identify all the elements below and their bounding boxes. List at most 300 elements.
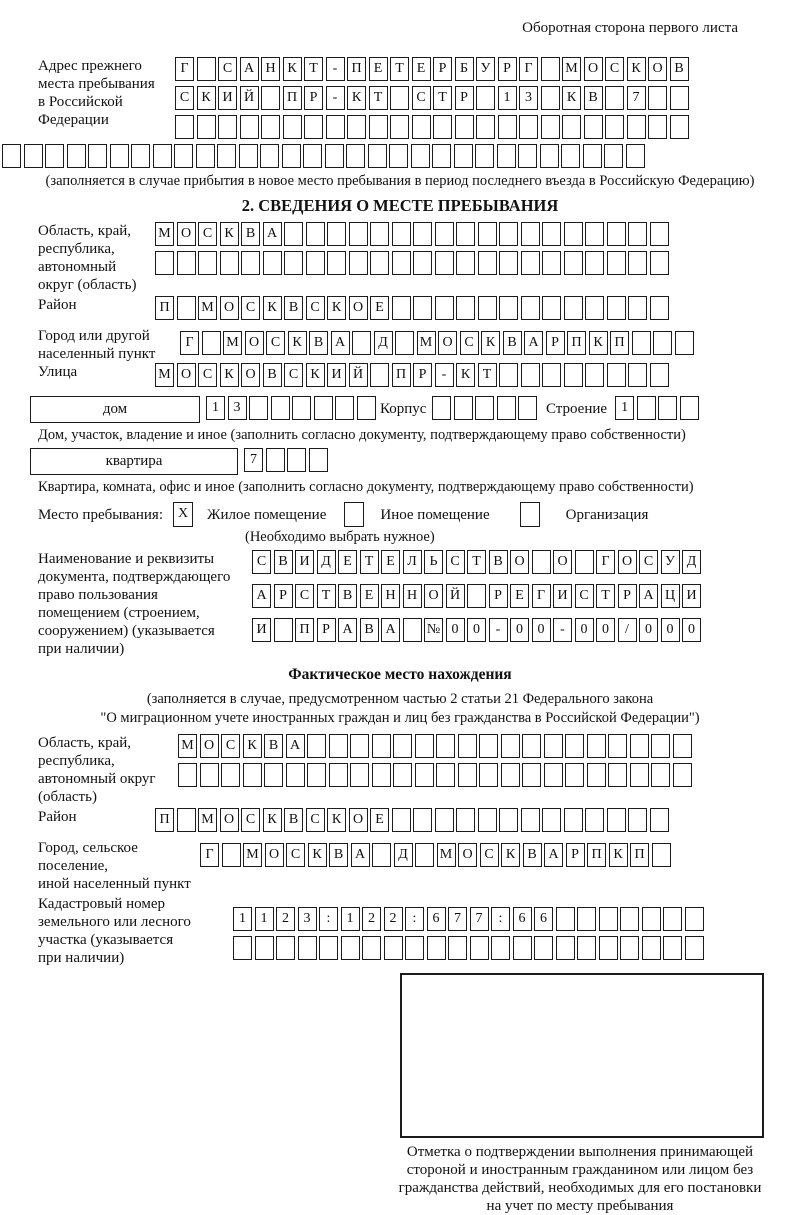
char-box: О (510, 550, 529, 574)
char-box (392, 808, 411, 832)
char-box: Д (682, 550, 701, 574)
char-box: К (481, 331, 500, 355)
char-box (584, 115, 603, 139)
char-box: Л (403, 550, 422, 574)
char-box (544, 763, 563, 787)
fact-raion-row (155, 808, 671, 835)
char-box: 1 (498, 86, 517, 110)
char-box: Д (374, 331, 393, 355)
fact-gorod-row (200, 843, 673, 870)
char-box (67, 144, 86, 168)
char-box (564, 222, 583, 246)
char-box (564, 296, 583, 320)
char-box (372, 843, 391, 867)
char-box (24, 144, 43, 168)
fact-note-line-1: (заполняется в случае, предусмотренном частью 2 статьи 21 Федерального закона (146, 691, 654, 707)
char-box (368, 144, 387, 168)
doc-row-2 (252, 584, 704, 611)
char-box (287, 448, 306, 472)
char-box: В (489, 550, 508, 574)
char-box (415, 763, 434, 787)
char-box: О (458, 843, 477, 867)
char-box (405, 936, 424, 960)
char-box (221, 763, 240, 787)
prev-address-row-1 (175, 57, 691, 84)
char-box (202, 331, 221, 355)
char-box: : (319, 907, 338, 931)
char-box (436, 763, 455, 787)
kvartira-block (30, 448, 790, 477)
char-box: П (587, 843, 606, 867)
char-box (271, 396, 290, 420)
char-box (577, 936, 596, 960)
char-box (499, 222, 518, 246)
char-box (456, 808, 475, 832)
char-box: Р (498, 57, 517, 81)
char-box: В (263, 363, 282, 387)
char-box (283, 115, 302, 139)
char-box: М (178, 734, 197, 758)
char-box (564, 363, 583, 387)
kadastr-label (38, 895, 233, 967)
char-box: С (241, 808, 260, 832)
char-box (197, 57, 216, 81)
char-box (651, 763, 670, 787)
char-box (658, 396, 677, 420)
char-box (390, 115, 409, 139)
char-box (346, 144, 365, 168)
char-box (478, 296, 497, 320)
prev-address-block (38, 57, 790, 144)
label-line: Наименование и реквизиты (38, 551, 215, 567)
char-box (347, 115, 366, 139)
mesto-label: Место пребывания: (38, 506, 163, 523)
char-box: О (220, 296, 239, 320)
char-box: В (274, 550, 293, 574)
char-box (627, 115, 646, 139)
char-box (651, 734, 670, 758)
prev-address-label (38, 57, 175, 129)
raion-label: Район (38, 297, 77, 313)
char-box: 0 (661, 618, 680, 642)
char-box (392, 222, 411, 246)
char-box (607, 296, 626, 320)
char-box (577, 907, 596, 931)
char-box (177, 251, 196, 275)
char-box: 0 (596, 618, 615, 642)
char-box: И (553, 584, 572, 608)
char-box: Р (455, 86, 474, 110)
char-box (175, 115, 194, 139)
char-box: А (351, 843, 370, 867)
char-box: О (177, 363, 196, 387)
char-box: В (309, 331, 328, 355)
char-box: В (338, 584, 357, 608)
char-box (607, 251, 626, 275)
char-box (217, 144, 236, 168)
char-box (599, 936, 618, 960)
char-box (542, 296, 561, 320)
label-line: помещением (строением, (38, 605, 200, 621)
char-box (561, 144, 580, 168)
char-box (663, 907, 682, 931)
char-box: - (326, 57, 345, 81)
char-box (349, 251, 368, 275)
char-box: Т (369, 86, 388, 110)
char-box (178, 763, 197, 787)
kvartira-note: Квартира, комната, офис и иное (заполнить согласно документу, подтверждающему право собственности) (38, 479, 694, 495)
char-box: С (286, 843, 305, 867)
char-box (326, 115, 345, 139)
char-box: И (252, 618, 271, 642)
char-box: Е (338, 550, 357, 574)
char-box: Д (394, 843, 413, 867)
char-box (541, 57, 560, 81)
char-box: О (177, 222, 196, 246)
char-box (648, 115, 667, 139)
stroenie-cells (615, 396, 701, 423)
char-box: К (456, 363, 475, 387)
char-box (350, 734, 369, 758)
char-box (628, 363, 647, 387)
oblast-block (38, 222, 790, 294)
char-box: О (618, 550, 637, 574)
char-box: 3 (298, 907, 317, 931)
char-box: П (567, 331, 586, 355)
char-box: О (648, 57, 667, 81)
char-box: 6 (427, 907, 446, 931)
char-box (286, 763, 305, 787)
char-box: К (347, 86, 366, 110)
checkbox-org (520, 502, 540, 527)
char-box: С (460, 331, 479, 355)
char-box: С (252, 550, 271, 574)
char-box (585, 296, 604, 320)
char-box (587, 763, 606, 787)
char-box: 7 (244, 448, 263, 472)
char-box: С (412, 86, 431, 110)
char-box (198, 251, 217, 275)
char-box: - (326, 86, 345, 110)
char-box: А (286, 734, 305, 758)
char-box: Р (274, 584, 293, 608)
char-box (352, 331, 371, 355)
char-box: К (243, 734, 262, 758)
char-box: К (327, 296, 346, 320)
char-box: Г (596, 550, 615, 574)
char-box (575, 550, 594, 574)
gorod-label (38, 327, 180, 363)
char-box: К (263, 808, 282, 832)
char-box (620, 907, 639, 931)
char-box (307, 763, 326, 787)
char-box: Р (489, 584, 508, 608)
char-box: О (265, 843, 284, 867)
char-box (497, 144, 516, 168)
char-box (532, 550, 551, 574)
ulitsa-row (155, 363, 671, 390)
char-box (427, 936, 446, 960)
char-box (673, 763, 692, 787)
char-box (304, 115, 323, 139)
char-box: А (240, 57, 259, 81)
char-box: Б (455, 57, 474, 81)
label-line: населенный пункт (38, 346, 156, 362)
label-line: сооружением) (указывается (38, 623, 215, 639)
char-box (292, 396, 311, 420)
char-box (174, 144, 193, 168)
fact-note-line-2: "О миграционном учете иностранных граждан и лиц без гражданства в Российской Федерации") (100, 710, 700, 726)
char-box (306, 251, 325, 275)
char-box: У (661, 550, 680, 574)
char-box: Р (317, 618, 336, 642)
char-box: № (424, 618, 443, 642)
char-box (255, 936, 274, 960)
char-box (562, 115, 581, 139)
char-box: П (155, 808, 174, 832)
char-box (501, 763, 520, 787)
char-box: 2 (276, 907, 295, 931)
char-box (241, 251, 260, 275)
char-box: М (155, 363, 174, 387)
char-box (521, 251, 540, 275)
char-box (309, 448, 328, 472)
char-box: : (405, 907, 424, 931)
char-box: - (489, 618, 508, 642)
char-box (200, 763, 219, 787)
char-box (240, 115, 259, 139)
char-box (370, 363, 389, 387)
char-box: С (295, 584, 314, 608)
char-box: Т (433, 86, 452, 110)
char-box: П (295, 618, 314, 642)
char-box (628, 808, 647, 832)
char-box (608, 734, 627, 758)
char-box (541, 86, 560, 110)
char-box: 6 (513, 907, 532, 931)
char-box (395, 331, 414, 355)
char-box: Ь (424, 550, 443, 574)
char-box (564, 251, 583, 275)
fact-title: Фактическое место нахождения (288, 666, 512, 683)
char-box: К (220, 363, 239, 387)
char-box (541, 115, 560, 139)
char-box (499, 363, 518, 387)
char-box: П (630, 843, 649, 867)
char-box: К (609, 843, 628, 867)
char-box: С (480, 843, 499, 867)
char-box (415, 734, 434, 758)
char-box (435, 251, 454, 275)
char-box (456, 251, 475, 275)
char-box: С (175, 86, 194, 110)
char-box (467, 584, 486, 608)
char-box: Т (304, 57, 323, 81)
char-box (266, 448, 285, 472)
char-box (314, 396, 333, 420)
char-box: О (584, 57, 603, 81)
char-box (521, 808, 540, 832)
char-box: К (308, 843, 327, 867)
oblast-row-1 (155, 222, 671, 249)
char-box (620, 936, 639, 960)
stamp-caption (345, 1143, 800, 1215)
char-box (393, 734, 412, 758)
char-box (544, 734, 563, 758)
char-box (435, 296, 454, 320)
char-box: Е (412, 57, 431, 81)
char-box: М (562, 57, 581, 81)
char-box: Н (381, 584, 400, 608)
char-box (513, 936, 532, 960)
char-box (605, 115, 624, 139)
char-box: М (437, 843, 456, 867)
char-box: В (503, 331, 522, 355)
char-box (476, 86, 495, 110)
ulitsa-label: Улица (38, 364, 78, 380)
char-box (329, 763, 348, 787)
char-box: О (245, 331, 264, 355)
char-box: Е (360, 584, 379, 608)
char-box: И (295, 550, 314, 574)
char-box: 1 (615, 396, 634, 420)
char-box: Й (446, 584, 465, 608)
raion-row (155, 296, 671, 323)
prev-address-note: (заполняется в случае прибытия в новое место пребывания в период последнего въезда в Российскую Федерацию) (45, 173, 755, 189)
char-box: Г (200, 843, 219, 867)
char-box (392, 251, 411, 275)
char-box (498, 115, 517, 139)
char-box (630, 734, 649, 758)
prev-address-row-3 (175, 115, 691, 142)
label-line: Адрес прежнего (38, 58, 142, 74)
char-box (411, 144, 430, 168)
char-box (325, 144, 344, 168)
char-box: О (349, 296, 368, 320)
char-box (393, 763, 412, 787)
char-box (433, 115, 452, 139)
char-box (663, 936, 682, 960)
char-box: С (266, 331, 285, 355)
char-box (249, 396, 268, 420)
char-box (499, 296, 518, 320)
char-box: О (438, 331, 457, 355)
dom-block (30, 396, 790, 425)
doc-label (38, 550, 252, 658)
char-box (349, 222, 368, 246)
char-box: С (198, 222, 217, 246)
char-box (565, 734, 584, 758)
char-box (585, 363, 604, 387)
doc-row-3 (252, 618, 704, 645)
char-box: А (381, 618, 400, 642)
char-box: К (589, 331, 608, 355)
char-box (491, 936, 510, 960)
label-line: Город, сельское поселение, (38, 840, 138, 874)
checkbox-zhiloe: X (173, 502, 193, 527)
char-box: Р (304, 86, 323, 110)
option-inoe-label: Иное помещение (380, 506, 490, 523)
char-box (284, 251, 303, 275)
char-box: Т (360, 550, 379, 574)
char-box (413, 808, 432, 832)
char-box (197, 115, 216, 139)
char-box (415, 843, 434, 867)
kadastr-row-1 (233, 907, 706, 934)
char-box (335, 396, 354, 420)
char-box (685, 907, 704, 931)
char-box: А (338, 618, 357, 642)
label-line: участка (указывается (38, 932, 174, 948)
char-box (673, 734, 692, 758)
kadastr-row-2 (233, 936, 706, 963)
char-box: Н (261, 57, 280, 81)
char-box: Е (369, 57, 388, 81)
label-line: Кадастровый номер (38, 896, 165, 912)
char-box (276, 936, 295, 960)
label-line: округ (область) (38, 277, 137, 293)
char-box (306, 222, 325, 246)
char-box (435, 222, 454, 246)
dom-cells (206, 396, 378, 423)
char-box (497, 396, 516, 420)
char-box: А (544, 843, 563, 867)
char-box (455, 115, 474, 139)
doc-row-1 (252, 550, 704, 577)
char-box (585, 808, 604, 832)
char-box (454, 396, 473, 420)
char-box (542, 251, 561, 275)
char-box: - (553, 618, 572, 642)
char-box: Е (381, 550, 400, 574)
label-line: места пребывания (38, 76, 155, 92)
char-box: А (639, 584, 658, 608)
char-box: О (553, 550, 572, 574)
char-box: 0 (639, 618, 658, 642)
char-box: К (562, 86, 581, 110)
doc-block (38, 550, 790, 658)
char-box: Г (519, 57, 538, 81)
char-box (435, 808, 454, 832)
kvartira-box: квартира (30, 448, 238, 475)
char-box (478, 222, 497, 246)
char-box (522, 763, 541, 787)
prev-address-row-2 (175, 86, 691, 113)
char-box (261, 86, 280, 110)
char-box: Г (180, 331, 199, 355)
stroenie-label: Строение (545, 401, 608, 417)
char-box (642, 907, 661, 931)
char-box: В (284, 296, 303, 320)
oblast-row-2 (155, 251, 671, 278)
char-box (650, 296, 669, 320)
gorod-row (180, 331, 696, 358)
char-box (648, 86, 667, 110)
char-box (153, 144, 172, 168)
char-box (642, 936, 661, 960)
mesto-note: (Необходимо выбрать нужное) (245, 529, 435, 545)
char-box: Н (403, 584, 422, 608)
char-box: С (639, 550, 658, 574)
char-box (341, 936, 360, 960)
char-box: 2 (384, 907, 403, 931)
gorod-block (38, 327, 790, 363)
prev-address-row-4 (2, 144, 790, 171)
char-box (357, 396, 376, 420)
label-line: Город или другой (38, 328, 150, 344)
char-box: И (327, 363, 346, 387)
char-box (196, 144, 215, 168)
